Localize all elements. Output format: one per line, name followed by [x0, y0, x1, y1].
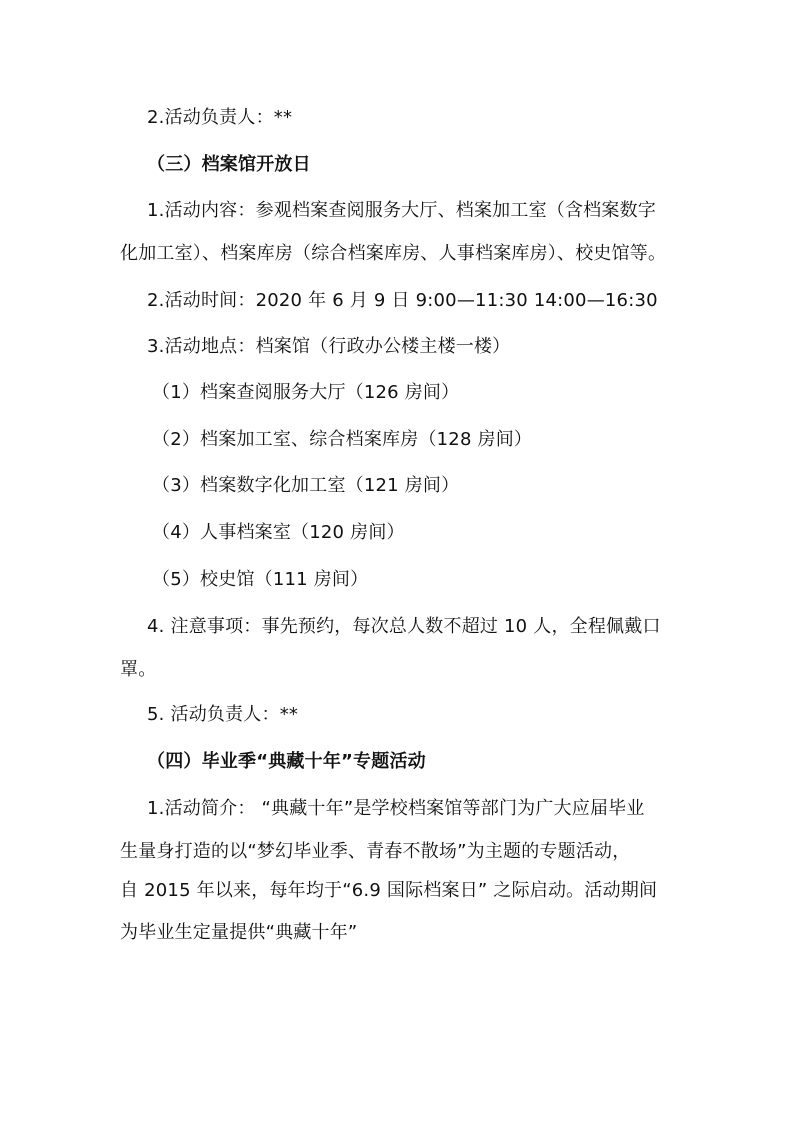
list-item: （2）档案加工室、综合档案库房（128 房间） — [152, 429, 533, 450]
paragraph-line: 罩。 — [120, 659, 157, 680]
section-heading: （四）毕业季“典藏十年”专题活动 — [147, 751, 426, 772]
paragraph-line: 为毕业生定量提供“典藏十年” — [120, 922, 358, 943]
paragraph-line: 2.活动负责人：** — [147, 107, 293, 128]
list-item: （1）档案查阅服务大厅（126 房间） — [152, 382, 460, 403]
paragraph-line: 2.活动时间：2020 年 6 月 9 日 9:00—11:30 14:00—16:30 — [147, 290, 658, 311]
section-heading: （三）档案馆开放日 — [147, 154, 311, 175]
paragraph-line: 1.活动内容：参观档案查阅服务大厅、档案加工室（含档案数字 — [147, 200, 656, 221]
paragraph-line: 生量身打造的以“梦幻毕业季、青春不散场”为主题的专题活动， — [120, 841, 631, 862]
paragraph-line: 自 2015 年以来，每年均于“6.9 国际档案日” 之际启动。活动期间 — [120, 880, 658, 901]
list-item: （4）人事档案室（120 房间） — [152, 522, 405, 543]
paragraph-line: 化加工室）、档案库房（综合档案库房、人事档案库房）、校史馆等。 — [120, 243, 667, 264]
paragraph-line: 1.活动简介： “典藏十年”是学校档案馆等部门为广大应届毕业 — [147, 798, 645, 819]
paragraph-line: 5. 活动负责人：** — [147, 704, 299, 725]
paragraph-line: 4. 注意事项：事先预约，每次总人数不超过 10 人，全程佩戴口 — [147, 616, 661, 637]
list-item: （5）校史馆（111 房间） — [152, 569, 369, 590]
list-item: （3）档案数字化加工室（121 房间） — [152, 475, 460, 496]
paragraph-line: 3.活动地点：档案馆（行政办公楼主楼一楼） — [147, 336, 511, 357]
